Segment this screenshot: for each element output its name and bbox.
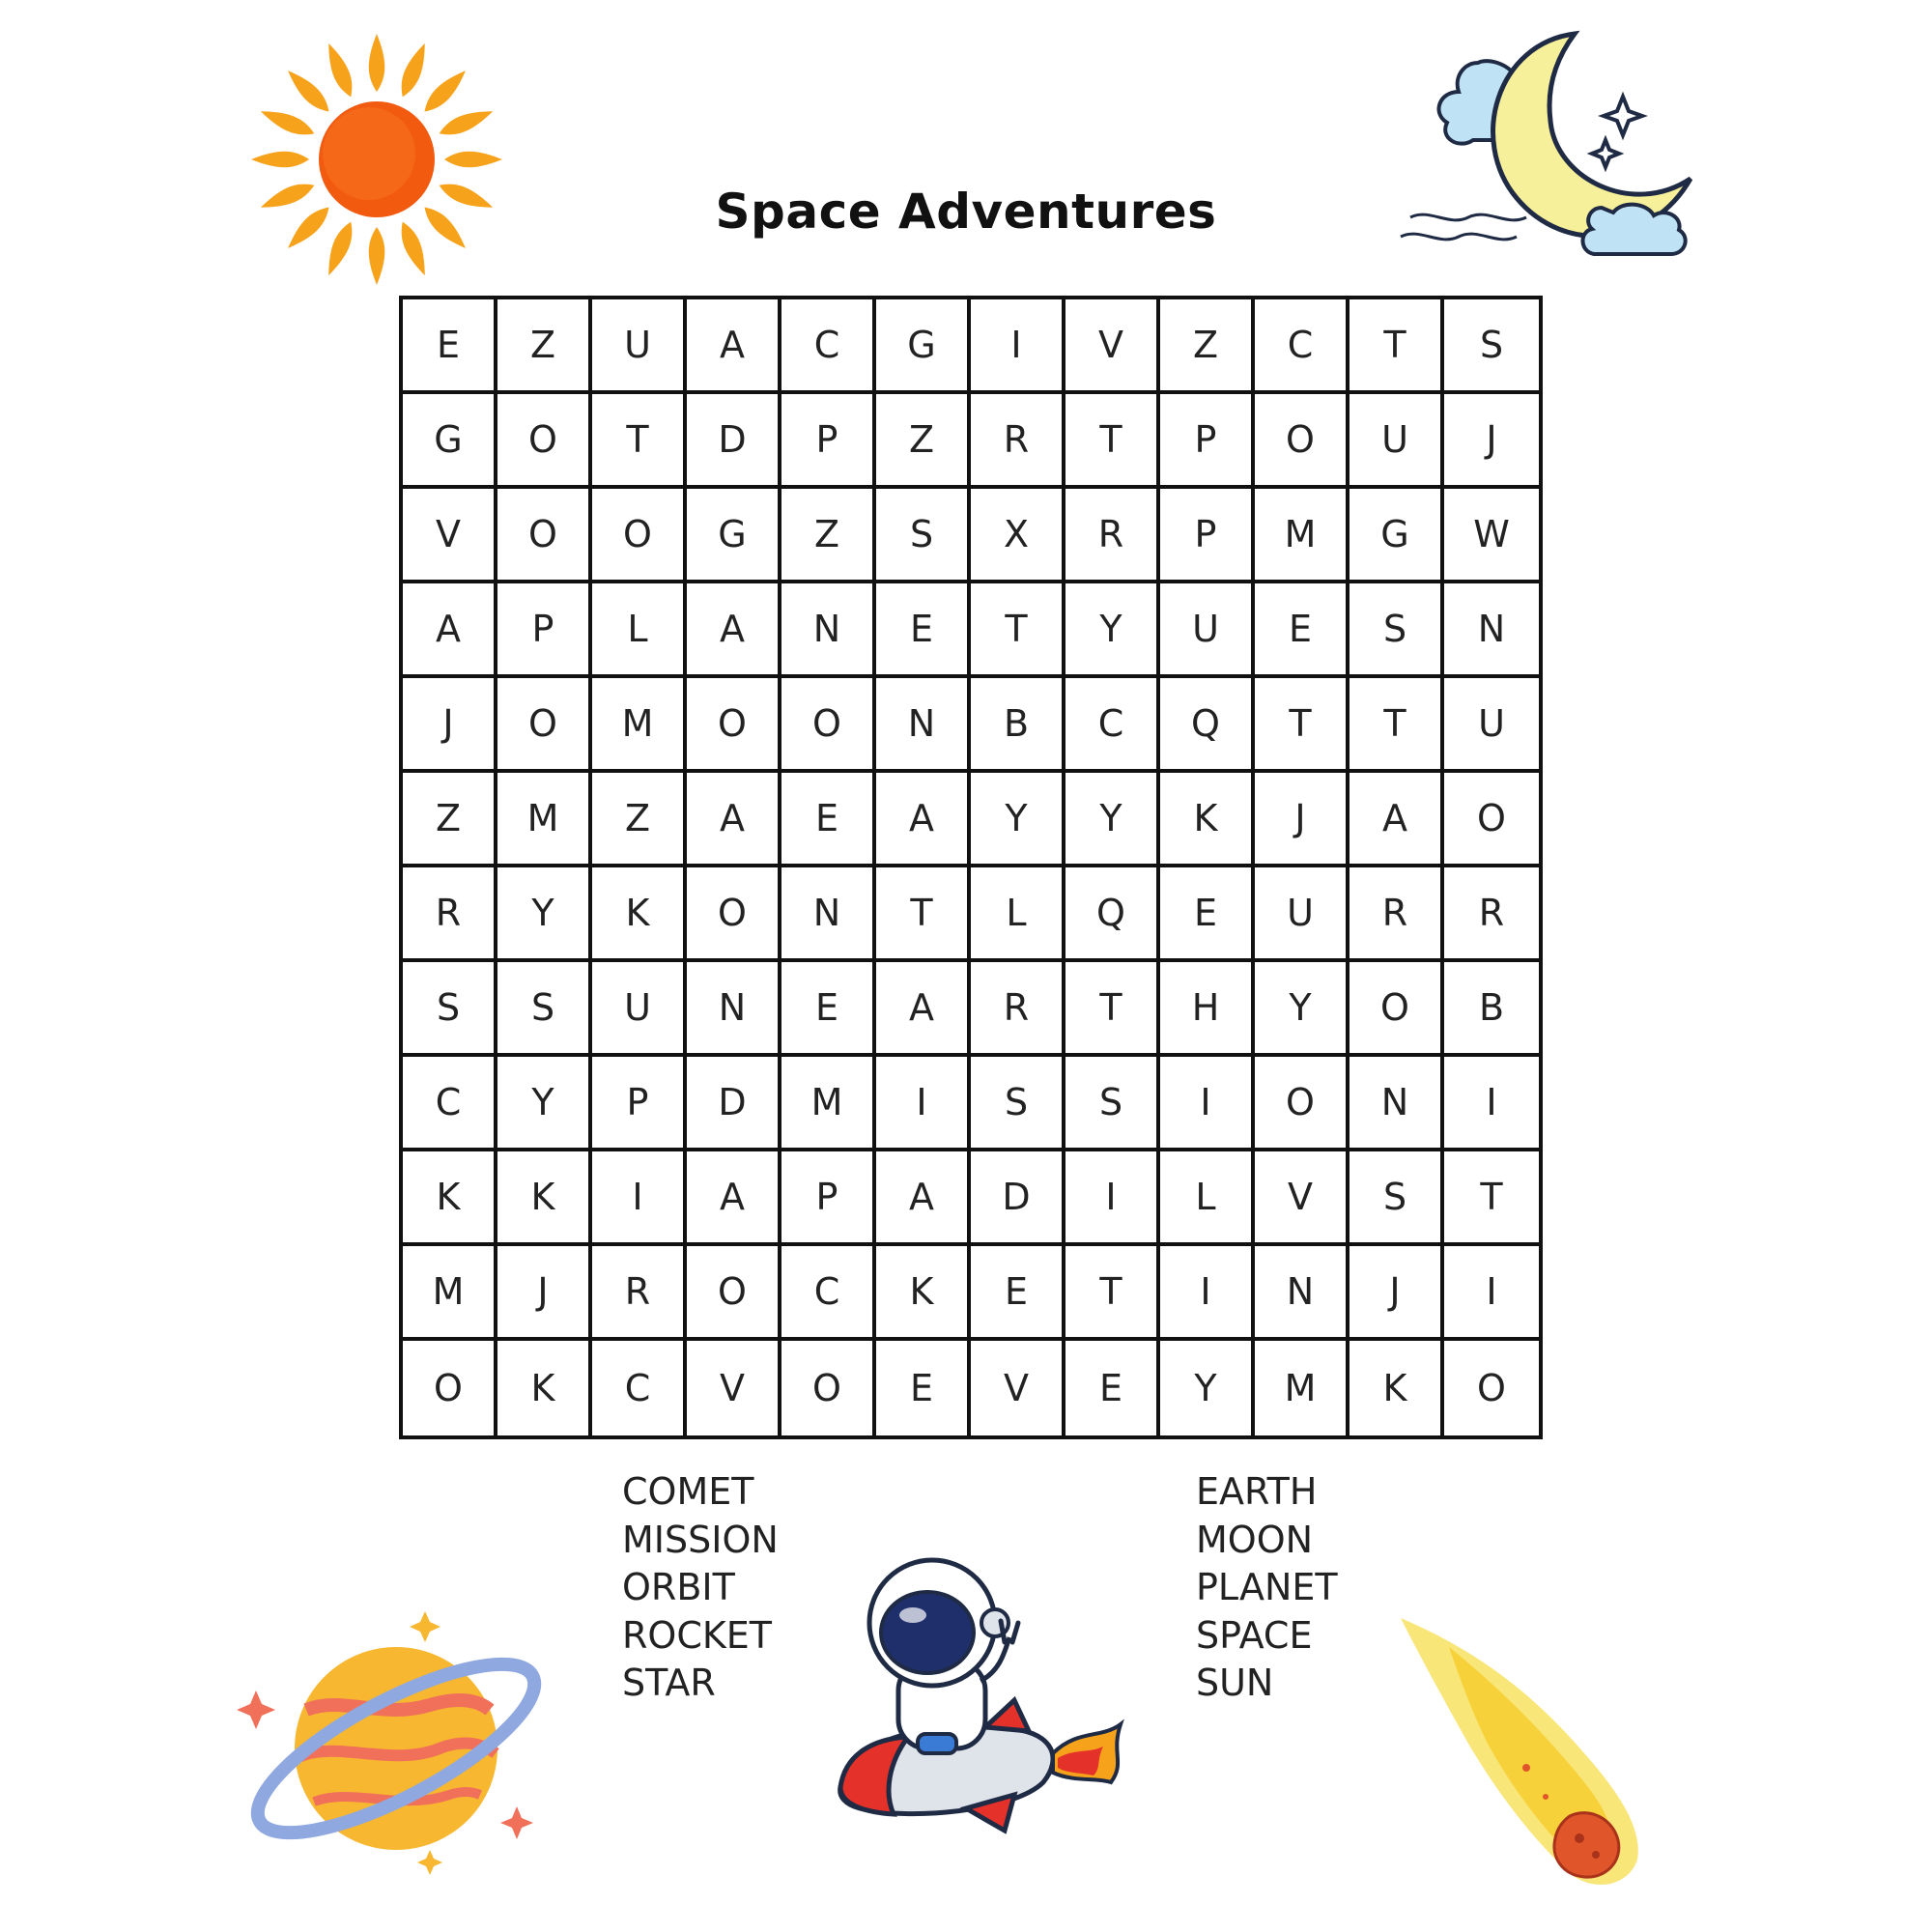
grid-cell: Y <box>1160 1341 1255 1435</box>
grid-cell: P <box>497 583 592 678</box>
grid-cell: C <box>403 1057 497 1151</box>
grid-cell: U <box>1255 867 1350 962</box>
astronaut-rocket-illustration <box>821 1555 1130 1835</box>
grid-cell: Y <box>497 1057 592 1151</box>
grid-cell: S <box>1065 1057 1160 1151</box>
grid-cell: K <box>497 1341 592 1435</box>
grid-cell: O <box>592 489 687 583</box>
word-list-item: ORBIT <box>622 1566 735 1608</box>
grid-cell: O <box>497 678 592 773</box>
grid-cell: S <box>876 489 971 583</box>
grid-cell: Z <box>1160 299 1255 394</box>
grid-cell: G <box>403 394 497 489</box>
grid-cell: P <box>1160 394 1255 489</box>
grid-cell: V <box>403 489 497 583</box>
grid-cell: Z <box>497 299 592 394</box>
sun-illustration <box>237 24 517 295</box>
moon-illustration <box>1391 24 1710 295</box>
grid-cell: Y <box>1065 773 1160 867</box>
grid-cell: X <box>971 489 1065 583</box>
grid-cell: E <box>876 583 971 678</box>
grid-cell: B <box>1444 962 1539 1057</box>
grid-cell: O <box>781 678 876 773</box>
comet-illustration <box>1391 1608 1671 1898</box>
grid-cell: K <box>876 1246 971 1341</box>
page-title: Space Adventures <box>715 184 1217 240</box>
grid-cell: A <box>876 773 971 867</box>
grid-cell: R <box>1444 867 1539 962</box>
grid-cell: J <box>1255 773 1350 867</box>
grid-cell: E <box>403 299 497 394</box>
grid-cell: I <box>1444 1057 1539 1151</box>
grid-cell: V <box>1255 1151 1350 1246</box>
word-list-item: COMET <box>622 1470 754 1513</box>
grid-cell: A <box>687 773 781 867</box>
grid-cell: R <box>1065 489 1160 583</box>
grid-cell: S <box>971 1057 1065 1151</box>
grid-cell: A <box>687 583 781 678</box>
grid-cell: C <box>1255 299 1350 394</box>
grid-cell: T <box>592 394 687 489</box>
grid-cell: T <box>1255 678 1350 773</box>
grid-cell: T <box>1444 1151 1539 1246</box>
grid-cell: R <box>592 1246 687 1341</box>
planet-illustration <box>237 1604 555 1884</box>
grid-cell: A <box>876 962 971 1057</box>
grid-cell: K <box>497 1151 592 1246</box>
grid-cell: S <box>1350 1151 1444 1246</box>
grid-cell: G <box>876 299 971 394</box>
grid-cell: O <box>1255 1057 1350 1151</box>
grid-cell: N <box>1444 583 1539 678</box>
grid-cell: Y <box>971 773 1065 867</box>
grid-cell: N <box>687 962 781 1057</box>
grid-cell: D <box>971 1151 1065 1246</box>
grid-cell: M <box>1255 489 1350 583</box>
grid-cell: C <box>592 1341 687 1435</box>
grid-cell: M <box>781 1057 876 1151</box>
grid-cell: E <box>781 773 876 867</box>
word-list-item: STAR <box>622 1662 716 1704</box>
grid-cell: A <box>687 1151 781 1246</box>
grid-cell: I <box>971 299 1065 394</box>
grid-cell: W <box>1444 489 1539 583</box>
grid-cell: N <box>781 867 876 962</box>
grid-cell: E <box>1065 1341 1160 1435</box>
word-list-item: ROCKET <box>622 1613 772 1657</box>
word-list-item: EARTH <box>1196 1470 1318 1513</box>
grid-cell: I <box>1160 1057 1255 1151</box>
grid-cell: T <box>1350 299 1444 394</box>
grid-cell: U <box>592 962 687 1057</box>
grid-cell: J <box>1444 394 1539 489</box>
grid-cell: M <box>592 678 687 773</box>
grid-cell: N <box>1255 1246 1350 1341</box>
grid-cell: A <box>687 299 781 394</box>
grid-cell: O <box>1444 773 1539 867</box>
grid-cell: J <box>1350 1246 1444 1341</box>
grid-cell: L <box>592 583 687 678</box>
grid-cell: O <box>687 1246 781 1341</box>
grid-cell: D <box>687 1057 781 1151</box>
grid-cell: T <box>876 867 971 962</box>
grid-cell: O <box>497 489 592 583</box>
grid-cell: J <box>403 678 497 773</box>
grid-cell: C <box>781 299 876 394</box>
word-search-grid <box>399 296 1543 1439</box>
grid-cell: V <box>687 1341 781 1435</box>
grid-cell: G <box>1350 489 1444 583</box>
grid-cell: O <box>687 867 781 962</box>
grid-cell: R <box>971 394 1065 489</box>
grid-cell: O <box>781 1341 876 1435</box>
grid-cell: U <box>592 299 687 394</box>
grid-cell: I <box>1160 1246 1255 1341</box>
grid-cell: P <box>1160 489 1255 583</box>
grid-cell: I <box>1444 1246 1539 1341</box>
grid-cell: Z <box>781 489 876 583</box>
grid-cell: Q <box>1065 867 1160 962</box>
grid-cell: I <box>1065 1151 1160 1246</box>
grid-cell: L <box>1160 1151 1255 1246</box>
grid-cell: S <box>497 962 592 1057</box>
grid-cell: I <box>592 1151 687 1246</box>
grid-cell: Y <box>497 867 592 962</box>
grid-cell: O <box>1350 962 1444 1057</box>
grid-cell: U <box>1160 583 1255 678</box>
grid-cell: S <box>1350 583 1444 678</box>
grid-cell: Y <box>1065 583 1160 678</box>
grid-cell: C <box>781 1246 876 1341</box>
word-list-item: PLANET <box>1196 1566 1338 1608</box>
word-list-item: SPACE <box>1196 1613 1313 1657</box>
grid-cell: R <box>403 867 497 962</box>
grid-cell: O <box>1477 1367 1506 1409</box>
grid-cell: Y <box>1255 962 1350 1057</box>
grid-cell: A <box>403 583 497 678</box>
grid-cell: R <box>971 962 1065 1057</box>
grid-cell: M <box>403 1246 497 1341</box>
grid-cell: E <box>781 962 876 1057</box>
grid-cell: U <box>1444 678 1539 773</box>
grid-cell: K <box>1350 1341 1444 1435</box>
grid-cell: M <box>497 773 592 867</box>
grid-cell: U <box>1350 394 1444 489</box>
grid-cell: E <box>1160 867 1255 962</box>
word-list-item: MOON <box>1196 1518 1314 1561</box>
grid-cell: T <box>1350 678 1444 773</box>
grid-cell: G <box>687 489 781 583</box>
grid-cell: N <box>781 583 876 678</box>
grid-cell: P <box>592 1057 687 1151</box>
grid-cell: R <box>1350 867 1444 962</box>
grid-cell: O <box>403 1341 497 1435</box>
grid-cell: L <box>971 867 1065 962</box>
word-list-item: MISSION <box>622 1518 779 1561</box>
grid-cell: N <box>876 678 971 773</box>
grid-cell: E <box>1255 583 1350 678</box>
grid-cell: K <box>1160 773 1255 867</box>
grid-cell: Z <box>592 773 687 867</box>
grid-cell: A <box>1350 773 1444 867</box>
grid-cell: K <box>403 1151 497 1246</box>
grid-cell: O <box>1255 394 1350 489</box>
grid-cell: H <box>1160 962 1255 1057</box>
grid-cell: J <box>497 1246 592 1341</box>
grid-cell: D <box>687 394 781 489</box>
grid-cell: Q <box>1160 678 1255 773</box>
grid-cell: P <box>781 1151 876 1246</box>
grid-cell: B <box>971 678 1065 773</box>
grid-cell: V <box>1065 299 1160 394</box>
grid-cell: T <box>1065 1246 1160 1341</box>
grid-cell: Z <box>876 394 971 489</box>
grid-cell: T <box>1065 962 1160 1057</box>
word-list-item: SUN <box>1196 1662 1274 1704</box>
word-list-right <box>1196 1468 1338 1708</box>
grid-cell: P <box>781 394 876 489</box>
grid-cell: Z <box>403 773 497 867</box>
grid-cell: S <box>403 962 497 1057</box>
grid-cell: O <box>687 678 781 773</box>
grid-cell: N <box>1350 1057 1444 1151</box>
grid-cell: S <box>1444 299 1539 394</box>
grid-cell: E <box>971 1246 1065 1341</box>
grid-cell: E <box>876 1341 971 1435</box>
grid-cell: C <box>1065 678 1160 773</box>
grid-cell: T <box>1065 394 1160 489</box>
grid-cell: M <box>1255 1341 1350 1435</box>
grid-cell: O <box>497 394 592 489</box>
grid-cell: I <box>876 1057 971 1151</box>
grid-cell: T <box>971 583 1065 678</box>
grid-cell: K <box>592 867 687 962</box>
grid-cell: V <box>971 1341 1065 1435</box>
grid-cell: A <box>876 1151 971 1246</box>
word-list-left <box>622 1468 779 1708</box>
